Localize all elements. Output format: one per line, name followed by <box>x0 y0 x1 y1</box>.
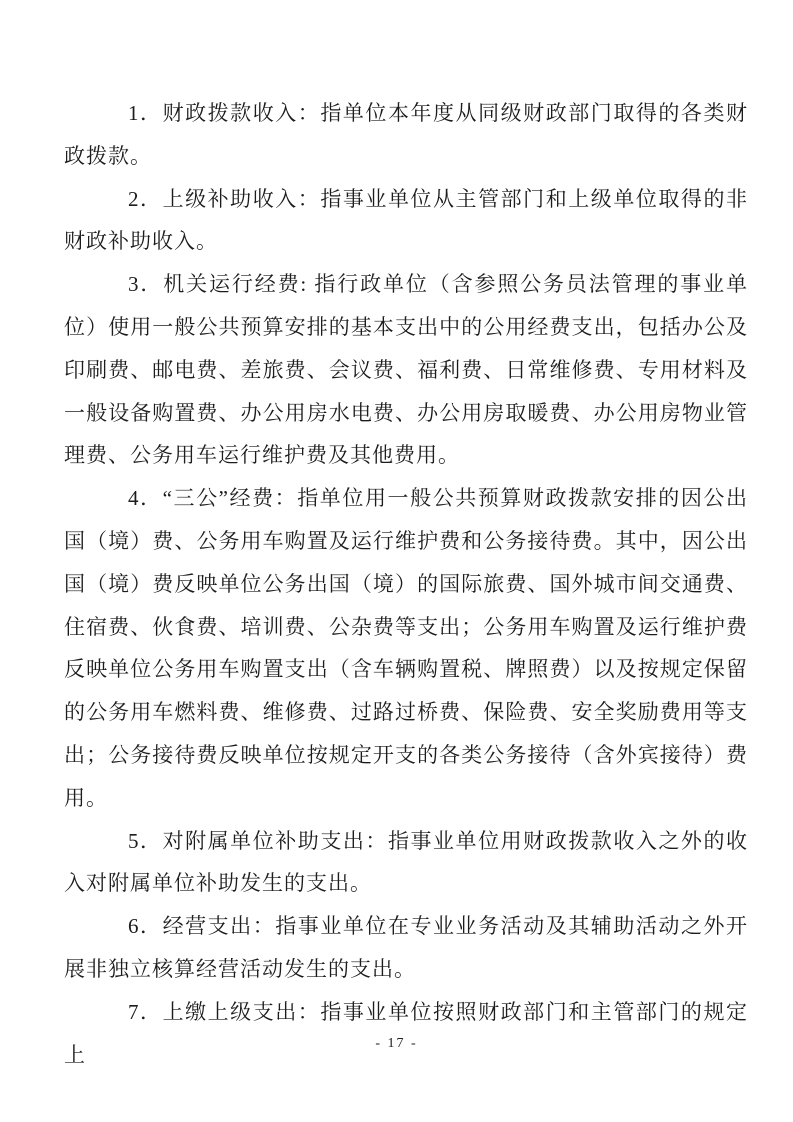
paragraph-superior-subsidy-income: 2．上级补助收入：指事业单位从主管部门和上级单位取得的非财政补助收入。 <box>64 186 748 254</box>
paragraph-payment-to-superior: 7．上缴上级支出：指事业单位按照财政部门和主管部门的规定上 <box>64 999 748 1067</box>
paragraph-agency-operating-funds: 3．机关运行经费: 指行政单位（含参照公务员法管理的事业单位）使用一般公共预算安排的基本支出中的公用经费支出，包括办公及印刷费、邮电费、差旅费、会议费、福利费、日常维修费、专用材料及一般设备购置费、办公用房水电费、办公用房取暖费、办公用房物业管理费、公务用车运行维护费及其他费用。 <box>64 272 748 468</box>
document-body <box>64 92 748 1076</box>
paragraph-operating-expenditure: 6．经营支出：指事业单位在专业业务活动及其辅助活动之外开展非独立核算经营活动发生的支出。 <box>64 914 748 981</box>
paragraph-subsidy-to-affiliated-units: 5．对附属单位补助支出：指事业单位用财政拨款收入之外的收入对附属单位补助发生的支出。 <box>64 828 748 896</box>
paragraph-three-public-funds: 4．“三公”经费：指单位用一般公共预算财政拨款安排的因公出国（境）费、公务用车购置及运行维护费和公务接待费。其中，因公出国（境）费反映单位公务出国（境）的国际旅费、国外城市间交通费、住宿费、伙食费、培训费、公杂费等支出；公务用车购置及运行维护费反映单位公务用车购置支出（含车辆购置税、牌照费）以及按规定保留的公务用车燃料费、维修费、过路过桥费、保险费、安全奖励费用等支出；公务接待费反映单位按规定开支的各类公务接待（含外宾接待）费用。 <box>64 486 748 810</box>
paragraph-fiscal-appropriation-income: 1．财政拨款收入：指单位本年度从同级财政部门取得的各类财政拨款。 <box>64 101 748 168</box>
page-number: - 17 - <box>375 1036 418 1051</box>
